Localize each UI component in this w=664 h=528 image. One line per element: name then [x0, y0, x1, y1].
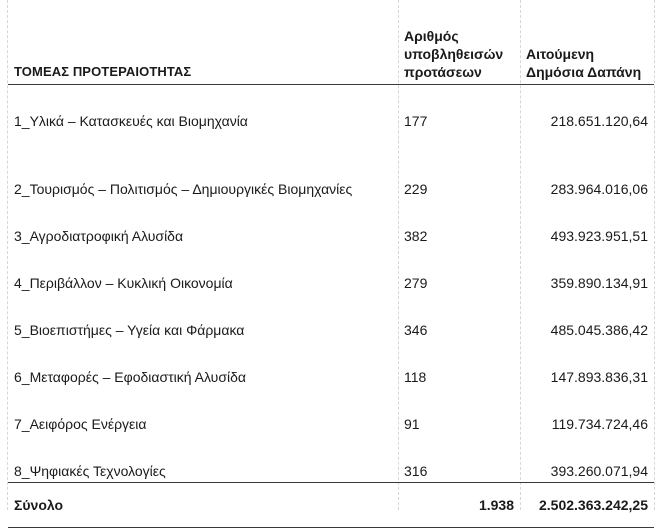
- table-row: [8, 341, 654, 388]
- header-budget-line: Δημόσια Δαπάνη: [526, 64, 642, 80]
- proposals-cell: 118: [404, 369, 427, 385]
- budget-cell: 119.734.724,46: [551, 416, 648, 432]
- sector-cell: 7_Αειφόρος Ενέργεια: [14, 416, 147, 432]
- sector-cell: [8, 132, 398, 200]
- header-proposals-line: προτάσεων: [404, 64, 482, 80]
- table-row: [8, 200, 654, 247]
- header-proposals-line: Αριθμός: [404, 28, 459, 44]
- sector-cell: 6_Μεταφορές – Εφοδιαστική Αλυσίδα: [14, 369, 246, 385]
- table-row: [8, 85, 654, 133]
- budget-cell: 283.964.016,06: [550, 181, 648, 197]
- sector-text: 2_Τουρισμός – Πολιτισμός – Δημιουργικές Βιομηχανίες: [14, 181, 353, 197]
- proposals-cell: 316: [404, 463, 428, 479]
- total-proposals: 1.938: [398, 483, 520, 528]
- table-header-row: [8, 5, 654, 85]
- budget-cell: 493.923.951,51: [550, 228, 648, 244]
- proposals-cell: 177: [404, 113, 428, 129]
- sector-cell: 4_Περιβάλλον – Κυκλική Οικονομία: [14, 275, 233, 291]
- priority-sectors-table: [8, 5, 654, 528]
- total-row: [8, 483, 654, 528]
- header-proposals-line: υποβληθεισών: [404, 46, 504, 62]
- proposals-cell: 279: [404, 275, 428, 291]
- grid-line: [654, 0, 655, 510]
- budget-cell: 359.890.134,91: [550, 275, 648, 291]
- proposals-cell: 346: [404, 322, 428, 338]
- sector-cell: 3_Αγροδιατροφική Αλυσίδα: [14, 228, 184, 244]
- proposals-cell: 382: [404, 228, 428, 244]
- header-budget-line: Αιτούμενη: [526, 46, 595, 62]
- header-budget: [520, 5, 654, 85]
- table-row: [8, 435, 654, 483]
- total-budget: 2.502.363.242,25: [520, 483, 654, 528]
- budget-cell: 485.045.386,42: [550, 322, 648, 338]
- budget-cell: 393.260.071,94: [550, 463, 648, 479]
- sector-cell: 8_Ψηφιακές Τεχνολογίες: [14, 463, 166, 479]
- table-row: [8, 294, 654, 341]
- total-label: Σύνολο: [8, 483, 398, 528]
- proposals-cell: 229: [404, 181, 428, 197]
- proposals-cell: 91: [404, 416, 420, 432]
- table-row: [8, 132, 654, 200]
- header-proposals: [398, 5, 520, 85]
- header-sector: ΤΟΜΕΑΣ ΠΡΟΤΕΡΑΙΟΤΗΤΑΣ: [8, 5, 398, 85]
- table-row: [8, 247, 654, 294]
- sector-cell: 1_Υλικά – Κατασκευές και Βιομηχανία: [14, 113, 248, 129]
- table-row: [8, 388, 654, 435]
- sector-cell: 5_Βιοεπιστήμες – Υγεία και Φάρμακα: [14, 322, 245, 338]
- budget-cell: 218.651.120,64: [550, 113, 648, 129]
- budget-cell: 147.893.836,31: [550, 369, 648, 385]
